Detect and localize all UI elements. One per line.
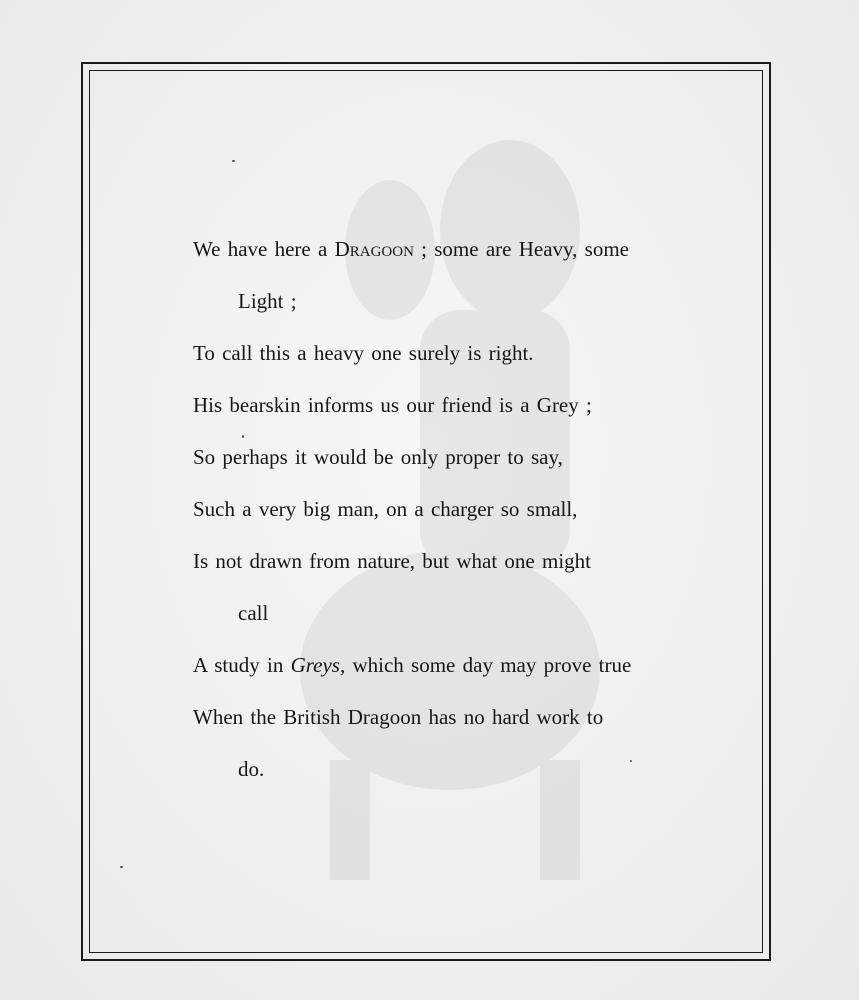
greys-italic: Greys, (290, 653, 346, 677)
print-speck (242, 435, 244, 438)
poem-line-3: To call this a heavy one surely is right. (193, 341, 534, 365)
poem (193, 236, 673, 808)
poem-line-11: do. (238, 757, 265, 781)
poem-line-7: Is not drawn from nature, but what one might (193, 549, 591, 573)
poem-line-2: Light ; (238, 289, 297, 313)
print-speck (120, 866, 123, 868)
line-text: A study in (193, 653, 291, 677)
poem-line-6: Such a very big man, on a charger so small, (193, 497, 578, 521)
line-text: We have here a (193, 237, 335, 261)
poem-line-4: His bearskin informs us our friend is a Grey ; (193, 393, 592, 417)
line-text: ; some are Heavy, some (413, 237, 629, 261)
poem-line-8: call (238, 601, 269, 625)
poem-line-1 (193, 236, 673, 288)
line-text: which some day may prove true (345, 653, 632, 677)
poem-line-9 (193, 652, 673, 704)
print-speck (630, 760, 632, 762)
poem-line-10: When the British Dragoon has no hard work to (193, 705, 604, 729)
dragoon-smallcaps: Dragoon (334, 237, 414, 261)
poem-line-5: So perhaps it would be only proper to say, (193, 445, 563, 469)
print-speck (232, 160, 235, 162)
